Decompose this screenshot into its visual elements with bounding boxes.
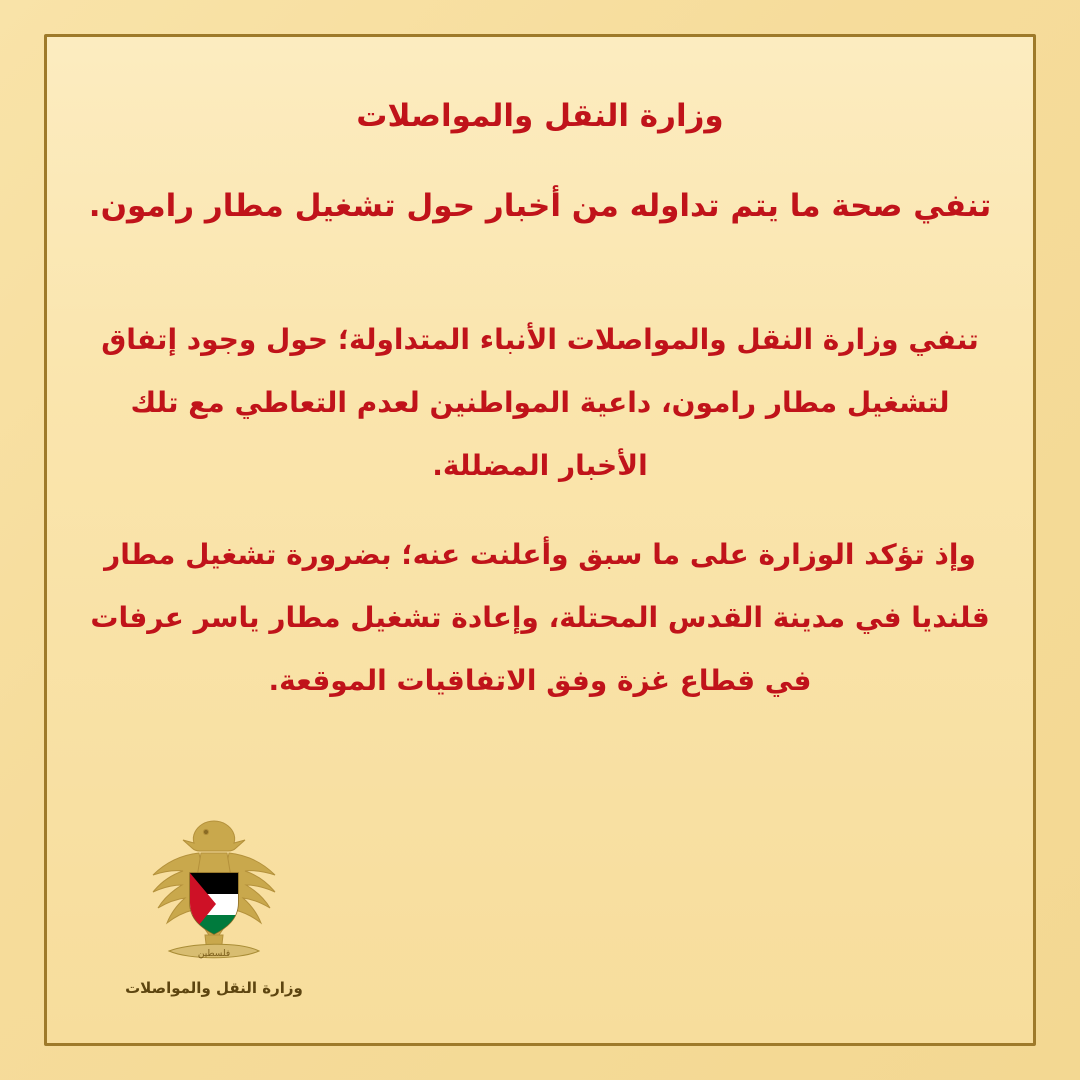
palestine-eagle-emblem-icon xyxy=(139,815,289,975)
emblem-block xyxy=(109,815,319,997)
statement-paragraph-2: وإذ تؤكد الوزارة على ما سبق وأعلنت عنه؛ بضرورة تشغيل مطار قلنديا في مدينة القدس المحتلة، وإعادة تشغيل مطار ياسر عرفات في قطاع غزة وفق الاتفاقيات الموقعة. xyxy=(90,538,990,698)
poster-content xyxy=(87,95,993,734)
page-title: وزارة النقل والمواصلات xyxy=(356,98,724,134)
page-subtitle: تنفي صحة ما يتم تداوله من أخبار حول تشغيل مطار رامون. xyxy=(88,188,992,225)
emblem-caption: وزارة النقل والمواصلات xyxy=(125,979,303,997)
statement-paragraph-1: تنفي وزارة النقل والمواصلات الأنباء المتداولة؛ حول وجود إتفاق لتشغيل مطار رامون، داعية المواطنين لعدم التعاطي مع تلك الأخبار المضللة. xyxy=(101,323,979,483)
palestine-flag-shield-icon xyxy=(190,873,238,936)
poster-frame xyxy=(44,34,1036,1046)
svg-text:فلسطين: فلسطين xyxy=(197,949,231,959)
